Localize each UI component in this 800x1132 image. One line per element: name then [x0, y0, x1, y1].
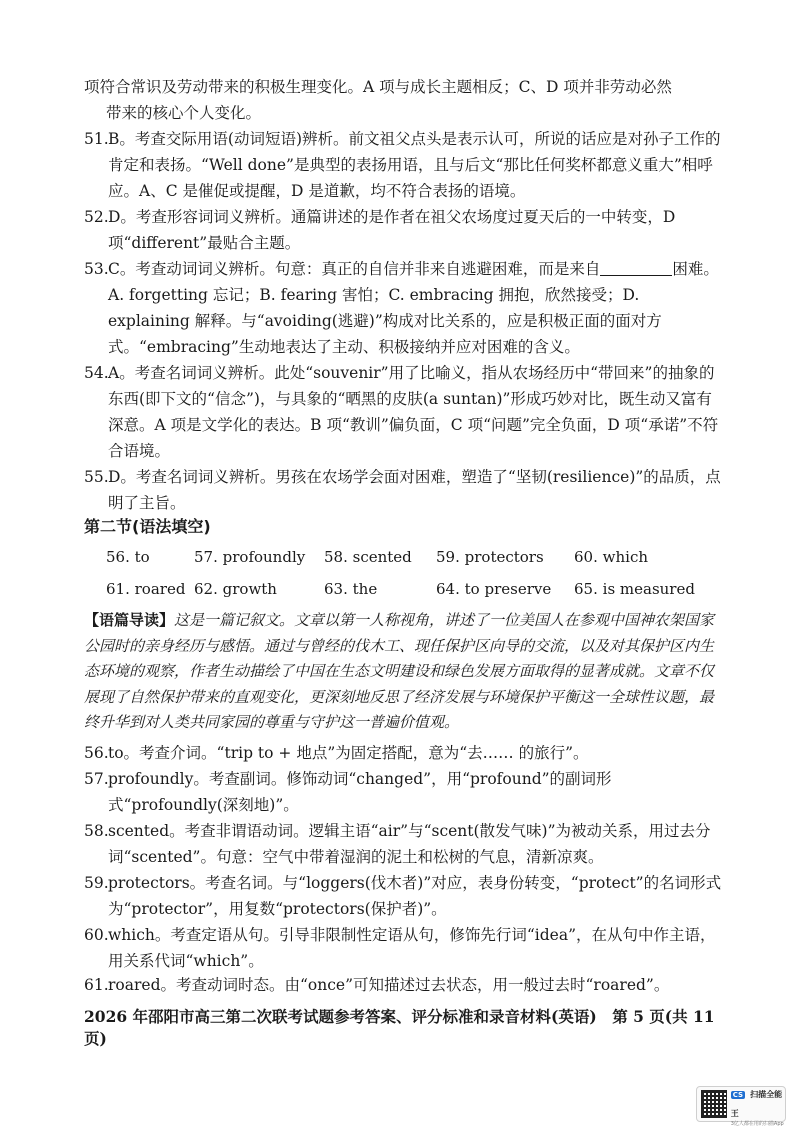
answer-explanation-59 [84, 870, 724, 922]
scanner-tagline: 3亿人都在用的扫描App [730, 1120, 784, 1127]
item-number: 57. [84, 770, 109, 788]
answer-cell: 64. to preserve [436, 580, 552, 598]
answer-explanation-51 [84, 126, 724, 204]
item-number: 58. [84, 822, 109, 840]
item-number: 54. [84, 364, 109, 382]
answer-cell: 58. scented [324, 548, 412, 566]
item-number: 60. [84, 926, 109, 944]
answer-explanation-60 [84, 922, 724, 974]
item-number: 52. [84, 208, 109, 226]
scanner-app-name: 扫描全能王 [730, 1089, 783, 1118]
passage-guide [84, 608, 724, 736]
answer-explanation-53 [84, 256, 724, 360]
intro-line-1: 项符合常识及劳动带来的积极生理变化。A 项与成长主题相反；C、D 项并非劳动必然 [84, 78, 672, 96]
item-number: 56. [84, 744, 109, 762]
answer-explanation-56 [84, 740, 724, 766]
scanner-watermark [696, 1086, 786, 1127]
page-footer: 2026 年邵阳市高三第二次联考试题参考答案、评分标准和录音材料(英语) 第 5 页(共 11 页) [84, 1007, 715, 1048]
answer-explanation-57 [84, 766, 724, 818]
item-number: 61. [84, 976, 109, 994]
intro-line-2: 带来的核心个人变化。 [106, 104, 262, 122]
answer-explanation-61 [84, 972, 724, 998]
answer-explanation-52 [84, 204, 724, 256]
answer-explanation-58 [84, 818, 724, 870]
answer-key-grid [106, 544, 726, 608]
item-number: 51. [84, 130, 109, 148]
item-text: D。考查形容词词义辨析。通篇讲述的是作者在祖父农场度过夏天后的一中转变，D 项“different”最贴合主题。 [108, 208, 676, 252]
item-text: roared。考查动词时态。由“once”可知描述过去状态，用一般过去时“roared”。 [108, 976, 670, 994]
item-text: B。考查交际用语(动词短语)辨析。前文祖父点头是表示认可，所说的话应是对孙子工作的肯定和表扬。“Well done”是典型的表扬用语，且与后文“那比任何奖杯都意义重大”相呼应。A、C 是催促或提醒，D 是道歉，均不符合表扬的语境。 [108, 130, 721, 200]
item-number: 55. [84, 468, 109, 486]
item-text: scented。考查非谓语动词。逻辑主语“air”与“scent(散发气味)”为被动关系，用过去分词“scented”。句意：空气中带着湿润的泥土和松树的气息，清新凉爽。 [108, 822, 711, 866]
answer-cell: 61. roared [106, 580, 186, 598]
item-number: 53. [84, 260, 109, 278]
answer-explanation-54 [84, 360, 724, 464]
passage-guide-tag: 【语篇导读】 [84, 611, 175, 629]
item-text-after-blank: 困难。A. forgetting 忘记；B. fearing 害怕；C. embracing 拥抱，欣然接受；D. explaining 解释。与“avoiding(逃避)”构成对比关系的，应是积极正面的面对方式。“embracing”生动地表达了主动、积极接纳并应对困难的含义。 [108, 260, 719, 356]
item-text: to。考查介词。“trip to + 地点”为固定搭配，意为“去…… 的旅行”。 [108, 744, 589, 762]
answer-cell: 56. to [106, 548, 150, 566]
item-text: profoundly。考查副词。修饰动词“changed”，用“profound”的副词形式“profoundly(深刻地)”。 [108, 770, 612, 814]
item-number: 59. [84, 874, 109, 892]
item-text: A。考查名词词义辨析。此处“souvenir”用了比喻义，指从农场经历中“带回来”的抽象的东西(即下文的“信念”)，与具象的“晒黑的皮肤(a suntan)”形成巧妙对比，既生动又富有深意。A 项是文学化的表达。B 项“教训”偏负面，C 项“问题”完全负面，D 项“承诺”不符合语境。 [108, 364, 719, 460]
item-text: protectors。考查名词。与“loggers(伐木者)”对应，表身份转变，“protect”的名词形式为“protector”，用复数“protectors(保护者)”。 [108, 874, 722, 918]
fill-blank [600, 259, 672, 276]
answer-cell: 62. growth [194, 580, 277, 598]
passage-guide-text: 这是一篇记叙文。文章以第一人称视角，讲述了一位美国人在参观中国神农架国家公园时的亲身经历与感悟。通过与曾经的伐木工、现任保护区向导的交流，以及对其保护区内生态环境的观察，作者生动描绘了中国在生态文明建设和绿色发展方面取得的显著成就。文章不仅展现了自然保护带来的直观变化，更深刻地反思了经济发展与环境保护平衡这一全球性议题，最终升华到对人类共同家园的尊重与守护这一普遍价值观。 [84, 611, 715, 731]
item-text: D。考查名词词义辨析。男孩在农场学会面对困难，塑造了“坚韧(resilience)”的品质，点明了主旨。 [108, 468, 721, 512]
item-text-before-blank: C。考查动词词义辨析。句意：真正的自信并非来自逃避困难，而是来自 [108, 260, 601, 278]
item-text: which。考查定语从句。引导非限制性定语从句，修饰先行词“idea”，在从句中作主语，用关系代词“which”。 [108, 926, 716, 970]
scanner-logo-icon: CS [732, 1090, 744, 1099]
answer-row [106, 576, 726, 608]
answer-cell: 63. the [324, 580, 378, 598]
answer-cell: 59. protectors [436, 548, 544, 566]
answer-cell: 57. profoundly [194, 548, 306, 566]
section-heading: 第二节(语法填空) [84, 517, 211, 536]
answer-explanation-55 [84, 464, 724, 516]
qr-code-icon [701, 1090, 727, 1118]
answer-cell: 60. which [574, 548, 648, 566]
answer-row [106, 544, 726, 576]
answer-cell: 65. is measured [574, 580, 695, 598]
